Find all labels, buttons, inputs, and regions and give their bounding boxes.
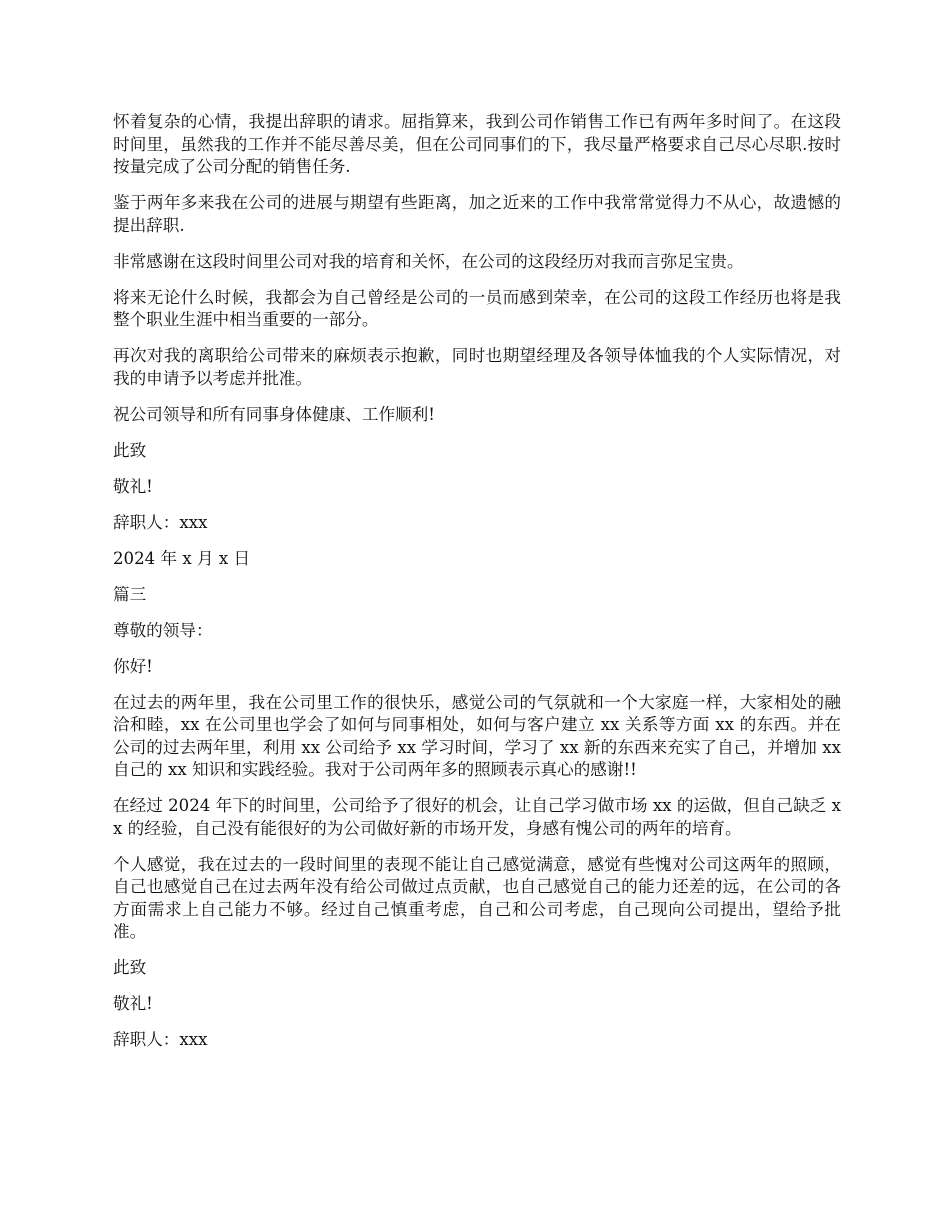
greeting-recipient: 尊敬的领导： — [113, 620, 213, 640]
closing-salutation: 此致 — [113, 440, 147, 460]
section-heading: 篇三 — [113, 584, 147, 604]
paragraph-thanks: 非常感谢在这段时间里公司对我的培育和关怀，在公司的这段经历对我而言弥足宝贵。 — [113, 251, 744, 271]
paragraph-apology: 再次对我的离职给公司带来的麻烦表示抱歉，同时也期望经理及各领导体恤我的个人实际情况，对我的申请予以考虑并批准。 — [113, 346, 841, 388]
paragraph-opening: 怀着复杂的心情，我提出辞职的请求。屈指算来，我到公司作销售工作已有两年多时间了。在这段时间里，虽然我的工作并不能尽善尽美，但在公司同事们的下，我尽量严格要求自己尽心尽职.按时按量完成了公司分配的销售任务. — [113, 112, 841, 176]
closing-salutation-2: 此致 — [113, 958, 147, 977]
signature-line: 辞职人：xxx — [113, 512, 208, 532]
greeting-hello: 你好! — [113, 656, 153, 676]
closing-regards-2: 敬礼! — [113, 994, 153, 1013]
paragraph-wishes: 祝公司领导和所有同事身体健康、工作顺利! — [113, 404, 435, 424]
closing-regards: 敬礼! — [113, 476, 153, 496]
paragraph-experience: 在过去的两年里，我在公司里工作的很快乐，感觉公司的气氛就和一个大家庭一样，大家相处的融洽和睦，xx 在公司里也学会了如何与同事相处，如何与客户建立 xx 关系等方面 xx 的东西。并在公司的过去两年里，利用 xx 公司给予 xx 学习时间，学习了 xx 新的东西来充实了自己，并增加 xx 自己的 xx 知识和实践经验。我对于公司两年多的照顾表示真心的感谢!! — [113, 692, 841, 779]
document-body — [113, 111, 841, 1065]
date-line: 2024 年 x 月 x 日 — [113, 548, 251, 568]
paragraph-future: 将来无论什么时候，我都会为自己曾经是公司的一员而感到荣幸，在公司的这段工作经历也将是我整个职业生涯中相当重要的一部分。 — [113, 287, 841, 329]
paragraph-self-assessment: 个人感觉，我在过去的一段时间里的表现不能让自己感觉满意，感觉有些愧对公司这两年的照顾，自己也感觉自己在过去两年没有给公司做过点贡献，也自己感觉自己的能力还差的远，在公司的各方面需求上自己能力不够。经过自己慎重考虑，自己和公司考虑，自己现向公司提出，望给予批准。 — [113, 854, 841, 941]
signature-line-2: 辞职人：xxx — [113, 1030, 208, 1049]
paragraph-reason: 鉴于两年多来我在公司的进展与期望有些距离，加之近来的工作中我常常觉得力不从心，故遗憾的提出辞职. — [113, 193, 841, 235]
paragraph-opportunity: 在经过 2024 年下的时间里，公司给予了很好的机会，让自己学习做市场 xx 的运做，但自己缺乏 xx 的经验，自己没有能很好的为公司做好新的市场开发，身感有愧公司的两年的培育。 — [113, 796, 841, 838]
